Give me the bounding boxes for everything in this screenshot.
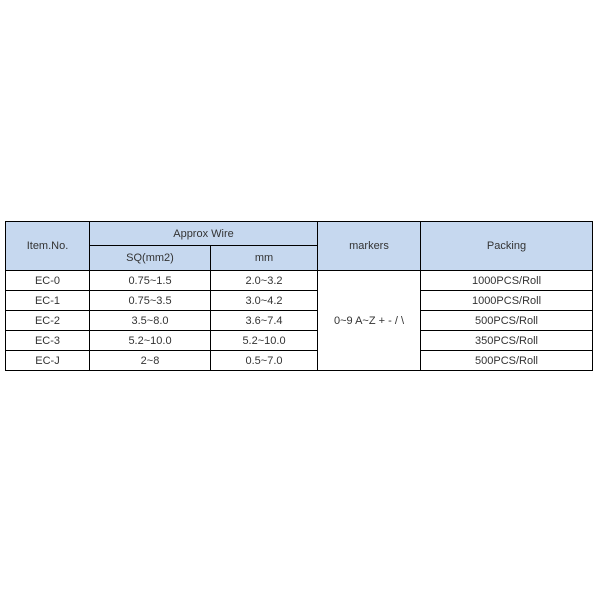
cell-packing: 1000PCS/Roll: [421, 291, 593, 311]
header-sq: SQ(mm2): [90, 246, 211, 271]
cell-packing: 500PCS/Roll: [421, 311, 593, 331]
table-row: [6, 331, 593, 351]
cell-item: EC-1: [6, 291, 90, 311]
cell-packing: 350PCS/Roll: [421, 331, 593, 351]
cell-sq: 0.75~3.5: [90, 291, 211, 311]
cell-mm: 3.6~7.4: [211, 311, 318, 331]
cell-item: EC-0: [6, 271, 90, 291]
cell-item: EC-J: [6, 351, 90, 371]
cell-item: EC-3: [6, 331, 90, 351]
cell-packing: 500PCS/Roll: [421, 351, 593, 371]
table-row: [6, 351, 593, 371]
cell-sq: 3.5~8.0: [90, 311, 211, 331]
header-approx-wire: Approx Wire: [90, 222, 318, 246]
header-packing: Packing: [421, 222, 593, 271]
cell-sq: 5.2~10.0: [90, 331, 211, 351]
table-row: [6, 271, 593, 291]
cell-mm: 3.0~4.2: [211, 291, 318, 311]
cell-sq: 0.75~1.5: [90, 271, 211, 291]
cell-mm: 2.0~3.2: [211, 271, 318, 291]
header-item-no: Item.No.: [6, 222, 90, 271]
cell-mm: 5.2~10.0: [211, 331, 318, 351]
cell-packing: 1000PCS/Roll: [421, 271, 593, 291]
spec-table: [5, 221, 593, 371]
header-row-top: [6, 222, 593, 246]
table-row: [6, 291, 593, 311]
cell-markers: 0~9 A~Z + - / \: [318, 271, 421, 371]
cell-sq: 2~8: [90, 351, 211, 371]
cell-mm: 0.5~7.0: [211, 351, 318, 371]
cell-item: EC-2: [6, 311, 90, 331]
header-markers: markers: [318, 222, 421, 271]
table-row: [6, 311, 593, 331]
header-mm: mm: [211, 246, 318, 271]
